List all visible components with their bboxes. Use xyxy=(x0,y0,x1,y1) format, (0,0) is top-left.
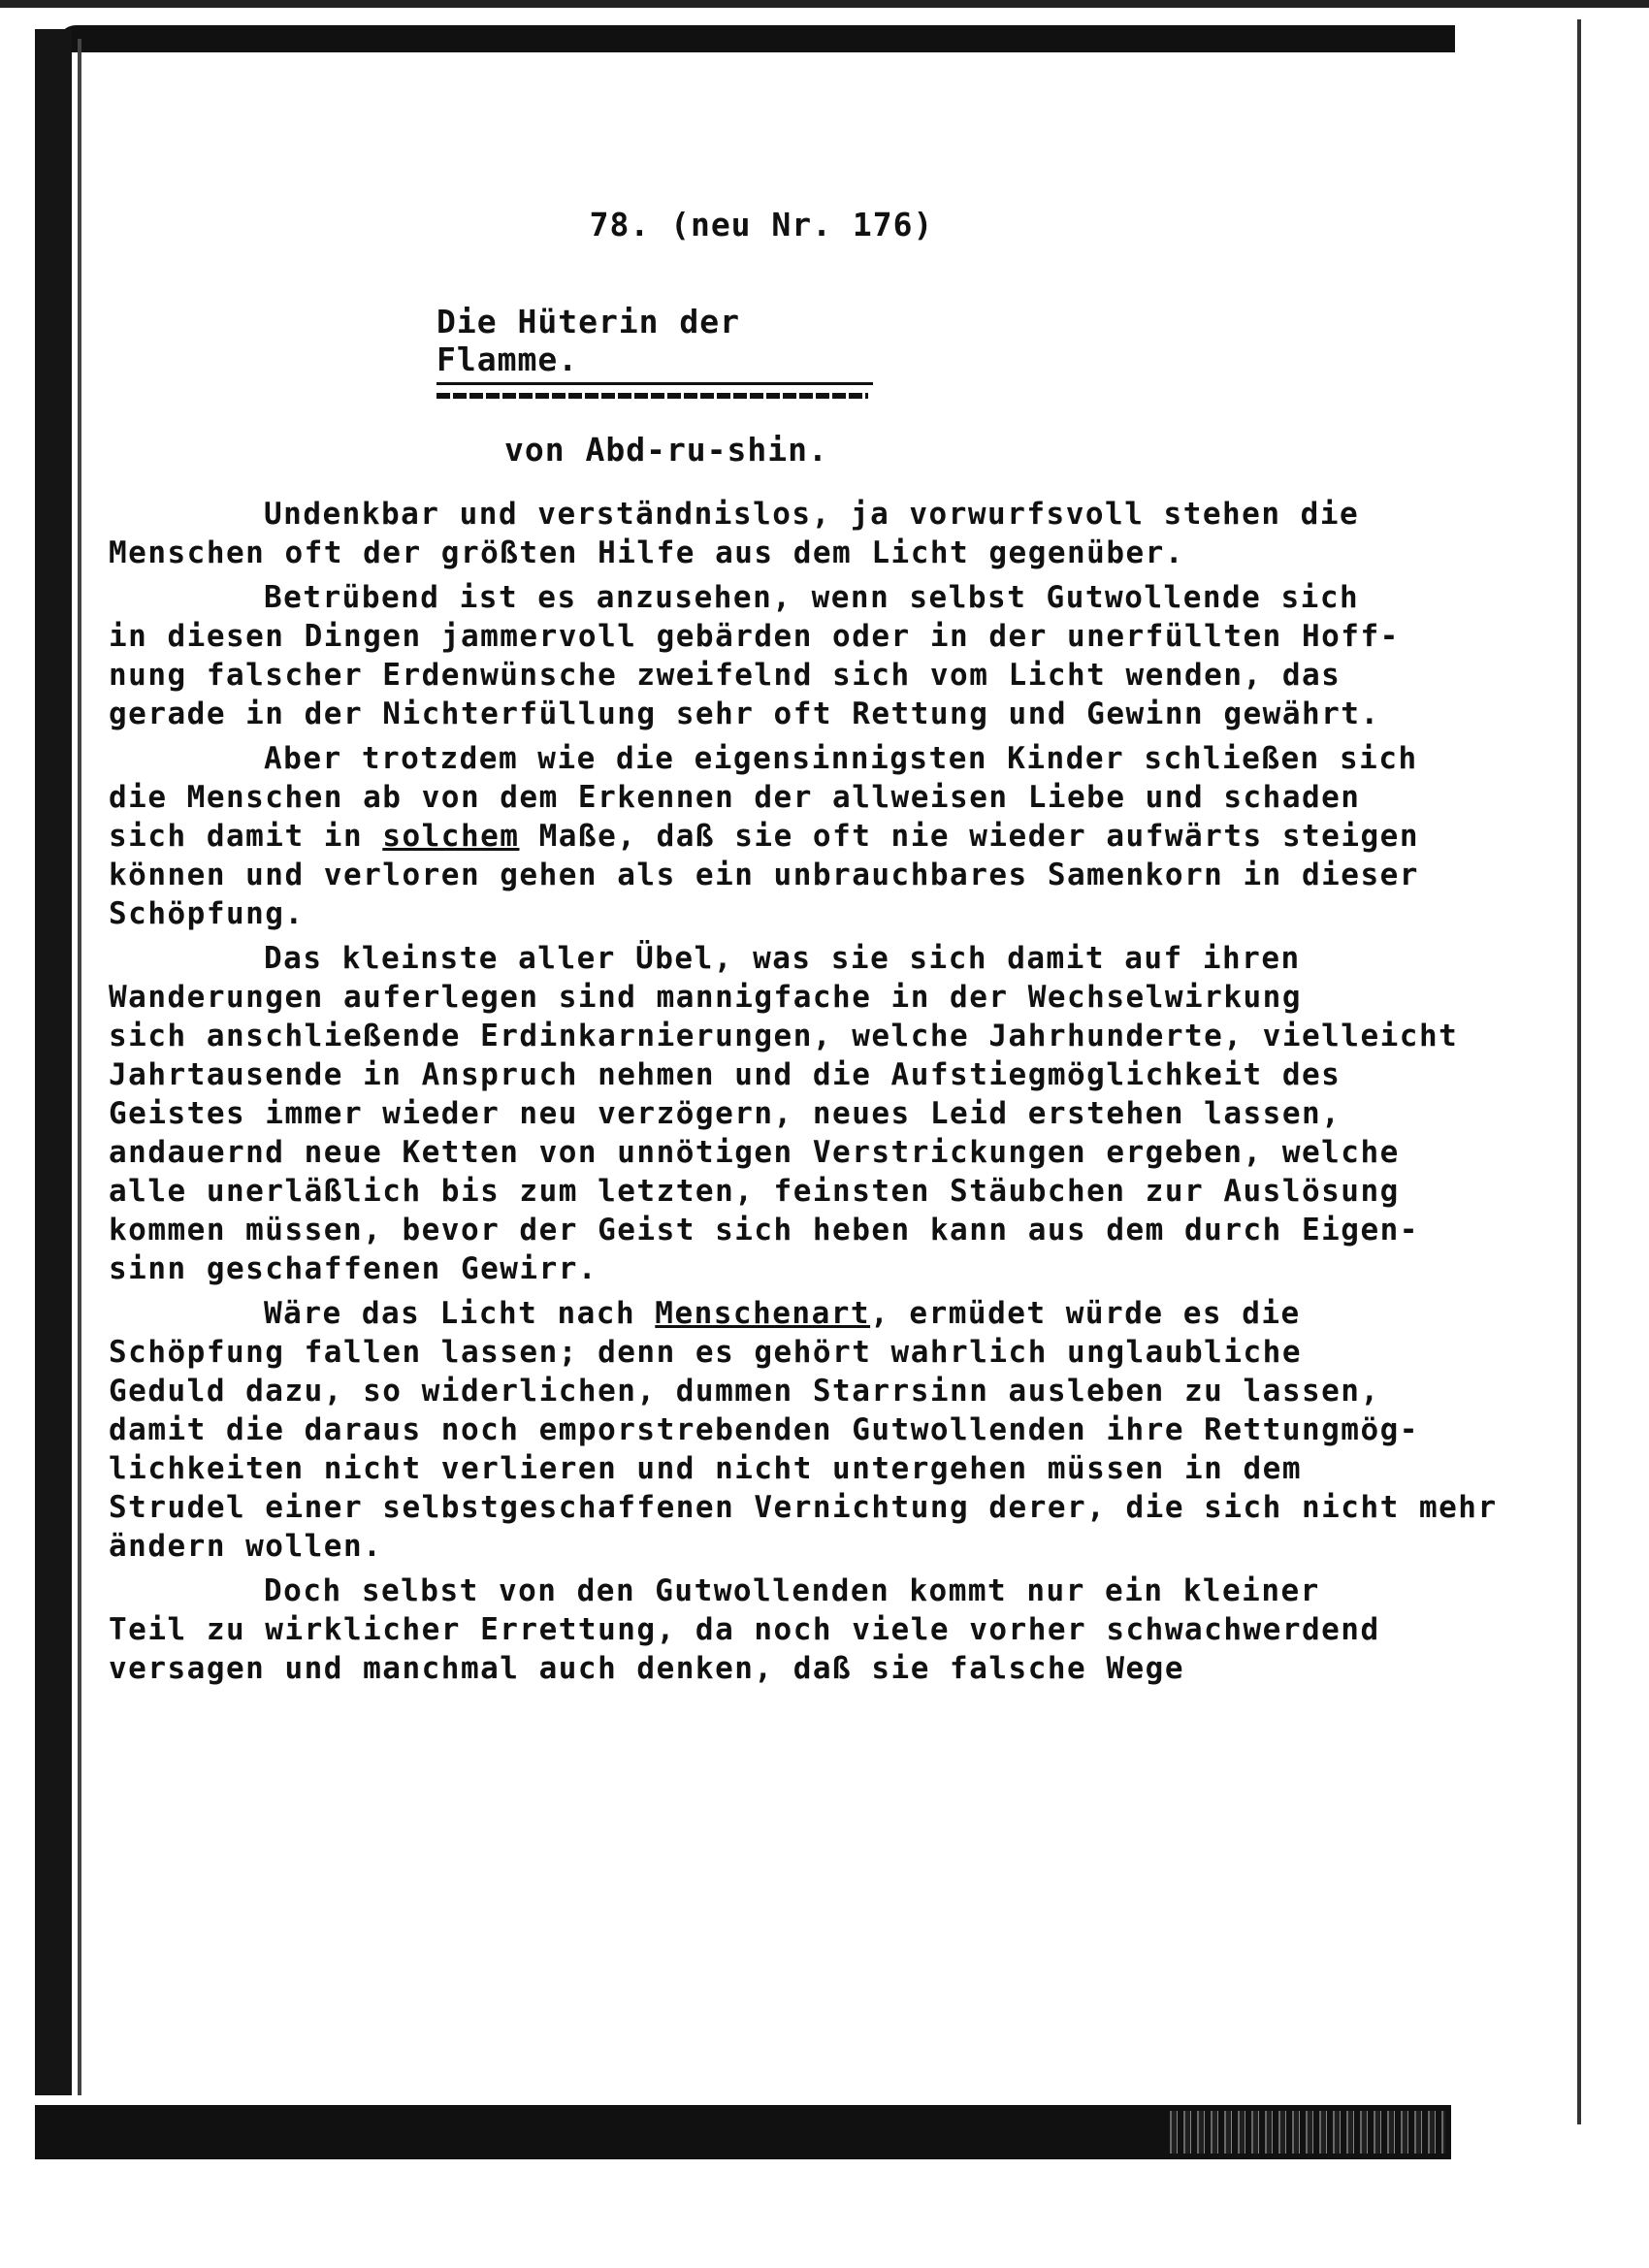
text-line: sich anschließende Erdinkarnierungen, welche Jahrhunderte, vielleicht xyxy=(109,1019,1459,1053)
text-line: Wanderungen auferlegen sind mannigfache in der Wechselwirkung xyxy=(109,980,1302,1015)
document-title: Die Hüterin der Flamme. xyxy=(436,303,873,385)
text-line: lichkeiten nicht verlieren und nicht untergehen müssen in dem xyxy=(109,1451,1302,1486)
document-number: 78. (neu Nr. 176) xyxy=(589,206,934,243)
scan-noise xyxy=(1164,2111,1445,2154)
text-line: Doch selbst von den Gutwollenden kommt nur ein kleiner xyxy=(264,1573,1320,1608)
text-line: nung falscher Erdenwünsche zweifelnd sich vom Licht wenden, das xyxy=(109,658,1342,693)
text-line: Teil zu wirklicher Errettung, da noch viele vorher schwachwerdend xyxy=(109,1612,1380,1647)
underlined-word: solchem xyxy=(382,819,520,854)
text-line: Geistes immer wieder neu verzögern, neues Leid erstehen lassen, xyxy=(109,1096,1342,1131)
text-line: Betrübend ist es anzusehen, wenn selbst Gutwollende sich xyxy=(264,580,1360,615)
text-line: in diesen Dingen jammervoll gebärden oder in der unerfüllten Hoff- xyxy=(109,619,1400,654)
text-line: kommen müssen, bevor der Geist sich heben kann aus dem durch Eigen- xyxy=(109,1213,1419,1247)
text-line: gerade in der Nichterfüllung sehr oft Rettung und Gewinn gewährt. xyxy=(109,697,1380,731)
text-line: die Menschen ab von dem Erkennen der allweisen Liebe und schaden xyxy=(109,780,1361,815)
text-line: Aber trotzdem wie die eigensinnigsten Kinder schließen sich xyxy=(264,741,1418,776)
text-line: sinn geschaffenen Gewirr. xyxy=(109,1251,598,1286)
document-body xyxy=(109,495,1498,1694)
text-line xyxy=(109,1294,1428,1333)
paragraph-1 xyxy=(109,495,1428,572)
text-fragment: Wäre das Licht nach xyxy=(264,1296,656,1331)
scan-edge-left xyxy=(78,39,81,2095)
title-block xyxy=(436,303,873,399)
text-line: Strudel einer selbstgeschaffenen Vernichtung derer, die sich nicht mehr xyxy=(109,1490,1498,1525)
text-fragment: Maße, daß sie oft nie wieder aufwärts steigen xyxy=(519,819,1419,854)
text-line: Geduld dazu, so widerlichen, dummen Starrsinn ausleben zu lassen, xyxy=(109,1374,1380,1409)
scan-shadow-top xyxy=(58,25,1455,52)
paragraph-2 xyxy=(109,578,1428,733)
text-fragment: , ermüdet würde es die xyxy=(870,1296,1301,1331)
paragraph-4 xyxy=(109,939,1459,1288)
text-line: Menschen oft der größten Hilfe aus dem Licht gegenüber. xyxy=(109,535,1184,570)
text-line: Das kleinste aller Übel, was sie sich damit auf ihren xyxy=(264,941,1301,976)
paragraph-3 xyxy=(109,739,1428,933)
text-line: alle unerläßlich bis zum letzten, feinsten Stäubchen zur Auslösung xyxy=(109,1174,1400,1209)
scan-border-top xyxy=(0,0,1649,8)
scan-edge-right xyxy=(1577,19,1581,2124)
text-line: können und verloren gehen als ein unbrauchbares Samenkorn in dieser xyxy=(109,858,1419,892)
paragraph-6 xyxy=(109,1571,1428,1688)
text-line: Jahrtausende in Anspruch nehmen und die Aufstiegmöglichkeit des xyxy=(109,1057,1342,1092)
scan-shadow-left xyxy=(35,29,72,2095)
text-line: Schöpfung fallen lassen; denn es gehört wahrlich unglaubliche xyxy=(109,1335,1302,1370)
text-line: Schöpfung. xyxy=(109,896,305,931)
document-author: von Abd-ru-shin. xyxy=(504,431,828,469)
text-fragment: sich damit in xyxy=(109,819,383,854)
text-line xyxy=(109,817,1428,856)
text-line: versagen und manchmal auch denken, daß sie falsche Wege xyxy=(109,1651,1184,1686)
text-line: andauernd neue Ketten von unnötigen Verstrickungen ergeben, welche xyxy=(109,1135,1400,1170)
text-line: Undenkbar und verständnislos, ja vorwurfsvoll stehen die xyxy=(264,497,1360,532)
text-line: ändern wollen. xyxy=(109,1529,383,1564)
underlined-word: Menschenart xyxy=(655,1296,871,1331)
paragraph-5 xyxy=(109,1294,1498,1566)
title-double-rule xyxy=(436,393,868,399)
text-line: damit die daraus noch emporstrebenden Gutwollenden ihre Rettungmög- xyxy=(109,1412,1419,1447)
